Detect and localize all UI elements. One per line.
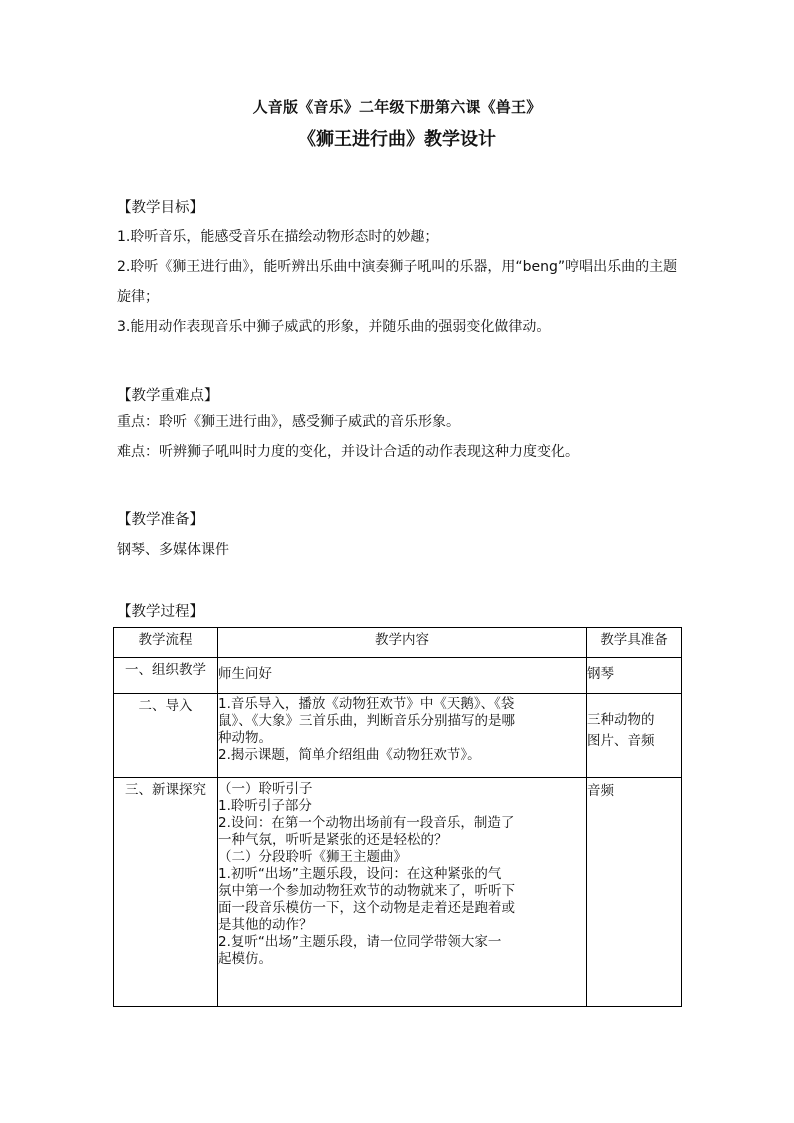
prep-cell xyxy=(587,778,682,1007)
teaching-process-table xyxy=(113,627,682,1007)
flow-cell: 三、新课探究 xyxy=(114,778,218,1007)
difficult-point-item: 难点：听辨狮子吼叫时力度的变化，并设计合适的动作表现这种力度变化。 xyxy=(117,444,579,460)
objectives-list xyxy=(117,222,682,342)
document-title: 人音版《音乐》二年级下册第六课《兽王》 xyxy=(252,98,542,116)
table-row xyxy=(114,778,682,1007)
document-subtitle: 《狮王进行曲》教学设计 xyxy=(298,129,496,150)
content-line: （一）聆听引子 xyxy=(218,781,313,797)
content-line: 氛中第一个参加动物狂欢节的动物就来了，听听下 xyxy=(218,883,515,899)
content-line: 2.揭示课题，简单介绍组曲《动物狂欢节》。 xyxy=(218,747,481,763)
flow-cell: 一、组织教学 xyxy=(114,658,218,694)
table-row xyxy=(114,658,682,694)
content-line: 1.初听“出场”主题乐段，设问：在这种紧张的气 xyxy=(218,866,502,882)
prep-cell xyxy=(587,694,682,778)
content-line: 1.音乐导入，播放《动物狂欢节》中《天鹅》、《袋 xyxy=(218,696,515,712)
content-line: 面一段音乐模仿一下，这个动物是走着还是跑着或 xyxy=(218,900,515,916)
process-heading: 【教学过程】 xyxy=(117,604,204,620)
column-header: 教学具准备 xyxy=(587,628,682,658)
column-header: 教学内容 xyxy=(218,628,587,658)
prep-line: 钢琴 xyxy=(587,666,614,682)
content-cell xyxy=(218,694,587,778)
content-cell xyxy=(218,658,587,694)
objectives-heading: 【教学目标】 xyxy=(117,200,204,216)
preparation-text: 钢琴、多媒体课件 xyxy=(117,542,229,558)
objective-item: 1.聆听音乐，能感受音乐在描绘动物形态时的妙趣； xyxy=(117,229,439,245)
prep-cell xyxy=(587,658,682,694)
content-line: 1.聆听引子部分 xyxy=(218,798,312,814)
preparation-heading: 【教学准备】 xyxy=(117,512,204,528)
table-header-row xyxy=(114,628,682,658)
content-line: 2.设问：在第一个动物出场前有一段音乐，制造了 xyxy=(218,815,515,831)
key-points-heading: 【教学重难点】 xyxy=(117,388,219,404)
content-cell xyxy=(218,778,587,1007)
objective-item: 3.能用动作表现音乐中狮子威武的形象，并随乐曲的强弱变化做律动。 xyxy=(117,319,551,335)
table-row xyxy=(114,694,682,778)
objective-item: 2.聆听《狮王进行曲》，能听辨出乐曲中演奏狮子吼叫的乐器，用“beng”哼唱出乐曲的主题旋律； xyxy=(117,259,678,305)
column-header: 教学流程 xyxy=(114,628,218,658)
content-line: 是其他的动作？ xyxy=(218,917,313,933)
content-line: 一种气氛，听听是紧张的还是轻松的？ xyxy=(218,832,448,848)
key-points-list xyxy=(117,407,682,467)
prep-line: 音频 xyxy=(587,783,614,799)
content-line: 起模仿。 xyxy=(218,951,272,967)
key-point-item: 重点：聆听《狮王进行曲》，感受狮子威武的音乐形象。 xyxy=(117,414,460,430)
content-line: （二）分段聆听《狮王主题曲》 xyxy=(218,849,407,865)
content-line: 师生问好 xyxy=(218,666,272,682)
content-line: 鼠》、《大象》三首乐曲，判断音乐分别描写的是哪 xyxy=(218,713,515,729)
flow-cell: 二、导入 xyxy=(114,694,218,778)
prep-line: 三种动物的 xyxy=(587,712,655,728)
content-line: 2.复听“出场”主题乐段，请一位同学带领大家一 xyxy=(218,934,502,950)
prep-line: 图片、音频 xyxy=(587,733,655,749)
content-line: 种动物。 xyxy=(218,730,272,746)
